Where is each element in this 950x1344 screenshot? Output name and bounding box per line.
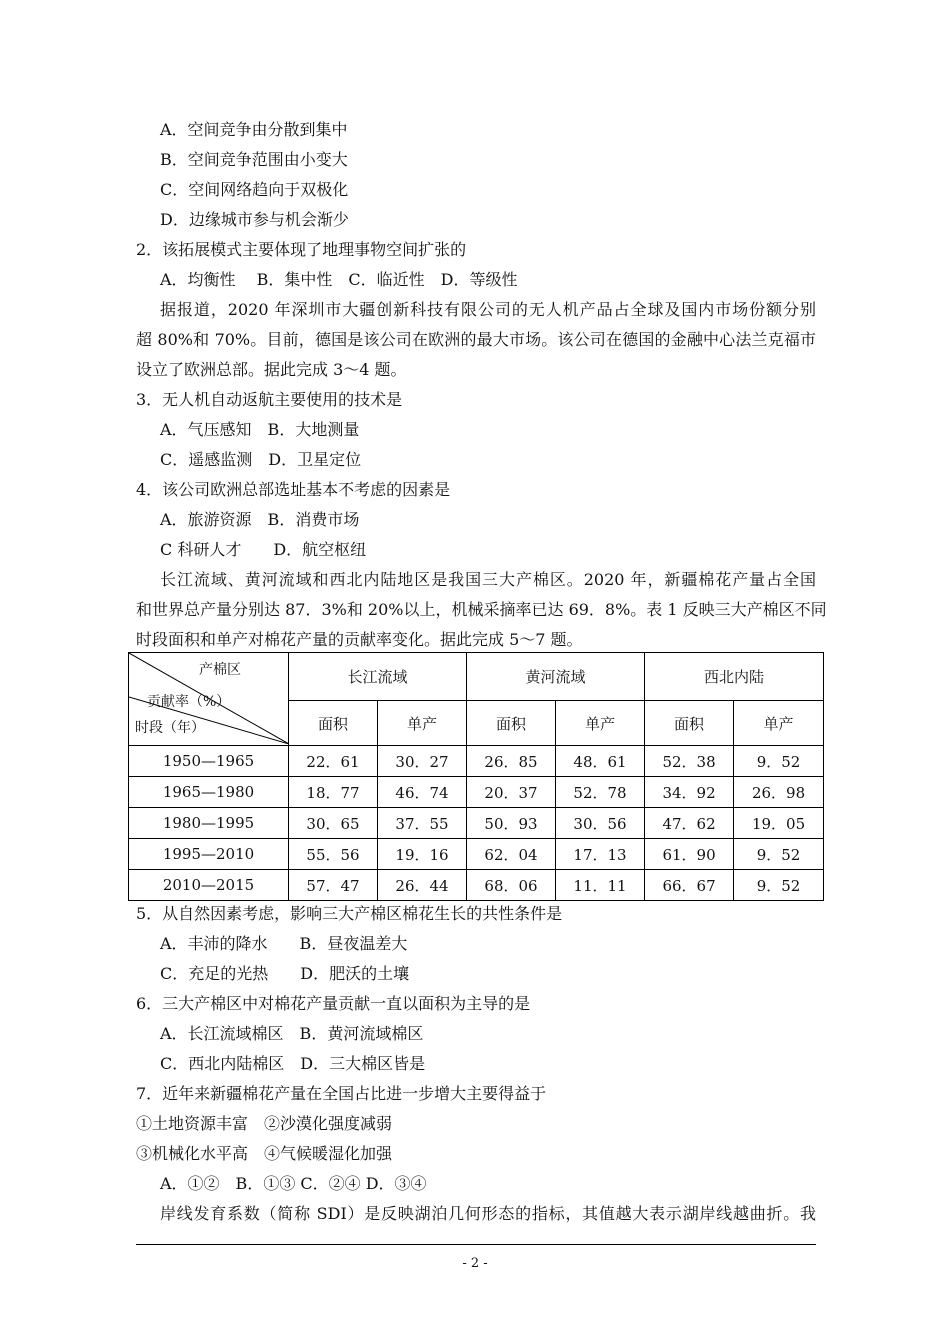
sub-header-area: 面积 — [467, 701, 556, 746]
value-cell: 30．65 — [289, 808, 378, 839]
q3-stem: 3．无人机自动返航主要使用的技术是 — [136, 390, 403, 409]
q2-stem: 2．该拓展模式主要体现了地理事物空间扩张的 — [136, 240, 467, 259]
sub-header-area: 面积 — [289, 701, 378, 746]
table-corner-header — [129, 653, 289, 746]
passage2-line-2: 和世界总产量分别达 87．3%和 20%以上，机械采摘率已达 69．8%。表 1 反映三大产棉区不同 — [136, 600, 827, 619]
sub-header-yield: 单产 — [378, 701, 467, 746]
value-cell: 52．38 — [645, 746, 734, 777]
value-cell: 62．04 — [467, 839, 556, 870]
value-cell: 9．52 — [734, 839, 824, 870]
passage3-line-1: 岸线发育系数（简称 SDI）是反映湖泊几何形态的指标，其值越大表示湖岸线越曲折。我 — [160, 1204, 816, 1223]
passage2-line-1: 长江流域、黄河流域和西北内陆地区是我国三大产棉区。2020 年，新疆棉花产量占全国 — [160, 570, 816, 589]
corner-rate-label: 贡献率（%） — [147, 694, 231, 710]
corner-region-label: 产棉区 — [199, 662, 241, 678]
value-cell: 20．37 — [467, 777, 556, 808]
footer-divider — [136, 1244, 816, 1245]
table-row — [129, 870, 824, 901]
value-cell: 9．52 — [734, 870, 824, 901]
value-cell: 50．93 — [467, 808, 556, 839]
table-row — [129, 746, 824, 777]
value-cell: 48．61 — [556, 746, 645, 777]
value-cell: 19．05 — [734, 808, 824, 839]
table-row — [129, 808, 824, 839]
q4-options-line-2: C 科研人才 D．航空枢纽 — [160, 540, 367, 559]
value-cell: 18．77 — [289, 777, 378, 808]
period-cell: 1950—1965 — [129, 746, 289, 777]
value-cell: 37．55 — [378, 808, 467, 839]
passage1-line-1: 据报道，2020 年深圳市大疆创新科技有限公司的无人机产品占全球及国内市场份额分别 — [160, 300, 816, 319]
value-cell: 47．62 — [645, 808, 734, 839]
value-cell: 17．13 — [556, 839, 645, 870]
q6-stem: 6．三大产棉区中对棉花产量贡献一直以面积为主导的是 — [136, 994, 531, 1013]
value-cell: 46．74 — [378, 777, 467, 808]
q6-options-line-2: C．西北内陆棉区 D．三大棉区皆是 — [160, 1054, 426, 1073]
value-cell: 52．78 — [556, 777, 645, 808]
cotton-contribution-table — [128, 652, 824, 901]
value-cell: 26．85 — [467, 746, 556, 777]
value-cell: 19．16 — [378, 839, 467, 870]
q7-items-line-2: ③机械化水平高 ④气候暖湿化加强 — [136, 1144, 393, 1163]
period-cell: 1965—1980 — [129, 777, 289, 808]
table-row — [129, 777, 824, 808]
q1-option-d: D．边缘城市参与机会渐少 — [160, 210, 349, 229]
q5-options-line-2: C．充足的光热 D．肥沃的土壤 — [160, 964, 410, 983]
value-cell: 34．92 — [645, 777, 734, 808]
sub-header-yield: 单产 — [734, 701, 824, 746]
q3-options-line-2: C．遥感监测 D．卫星定位 — [160, 450, 362, 469]
table-row — [129, 839, 824, 870]
q1-option-a: A．空间竞争由分散到集中 — [160, 120, 348, 139]
passage1-line-3: 设立了欧洲总部。据此完成 3～4 题。 — [136, 360, 407, 379]
value-cell: 66．67 — [645, 870, 734, 901]
region-header-huanghe: 黄河流域 — [467, 653, 645, 701]
period-cell: 1980—1995 — [129, 808, 289, 839]
q2-options: A．均衡性 B．集中性 C．临近性 D．等级性 — [160, 270, 518, 289]
q7-stem: 7．近年来新疆棉花产量在全国占比进一步增大主要得益于 — [136, 1084, 547, 1103]
q6-options-line-1: A．长江流域棉区 B．黄河流域棉区 — [160, 1024, 424, 1043]
q5-stem: 5．从自然因素考虑，影响三大产棉区棉花生长的共性条件是 — [136, 904, 563, 923]
value-cell: 9．52 — [734, 746, 824, 777]
value-cell: 11．11 — [556, 870, 645, 901]
value-cell: 30．27 — [378, 746, 467, 777]
value-cell: 22．61 — [289, 746, 378, 777]
value-cell: 68．06 — [467, 870, 556, 901]
sub-header-area: 面积 — [645, 701, 734, 746]
region-header-xibei: 西北内陆 — [645, 653, 824, 701]
page-number: - 2 - — [462, 1256, 488, 1271]
q1-option-c: C．空间网络趋向于双极化 — [160, 180, 349, 199]
value-cell: 57．47 — [289, 870, 378, 901]
sub-header-yield: 单产 — [556, 701, 645, 746]
region-header-changjiang: 长江流域 — [289, 653, 467, 701]
value-cell: 26．44 — [378, 870, 467, 901]
q4-options-line-1: A．旅游资源 B．消费市场 — [160, 510, 360, 529]
value-cell: 55．56 — [289, 839, 378, 870]
q4-stem: 4．该公司欧洲总部选址基本不考虑的因素是 — [136, 480, 451, 499]
q3-options-line-1: A．气压感知 B．大地测量 — [160, 420, 360, 439]
corner-period-label: 时段（年） — [135, 720, 205, 736]
period-cell: 2010—2015 — [129, 870, 289, 901]
q1-option-b: B．空间竞争范围由小变大 — [160, 150, 348, 169]
period-cell: 1995—2010 — [129, 839, 289, 870]
passage2-line-3: 时段面积和单产对棉花产量的贡献率变化。据此完成 5～7 题。 — [136, 630, 583, 649]
value-cell: 61．90 — [645, 839, 734, 870]
q5-options-line-1: A．丰沛的降水 B．昼夜温差大 — [160, 934, 408, 953]
value-cell: 30．56 — [556, 808, 645, 839]
value-cell: 26．98 — [734, 777, 824, 808]
q7-items-line-1: ①土地资源丰富 ②沙漠化强度减弱 — [136, 1114, 393, 1133]
passage1-line-2: 超 80%和 70%。目前，德国是该公司在欧洲的最大市场。该公司在德国的金融中心法兰克福市 — [136, 330, 816, 349]
q7-options: A．①② B．①③ C．②④ D．③④ — [160, 1174, 427, 1193]
